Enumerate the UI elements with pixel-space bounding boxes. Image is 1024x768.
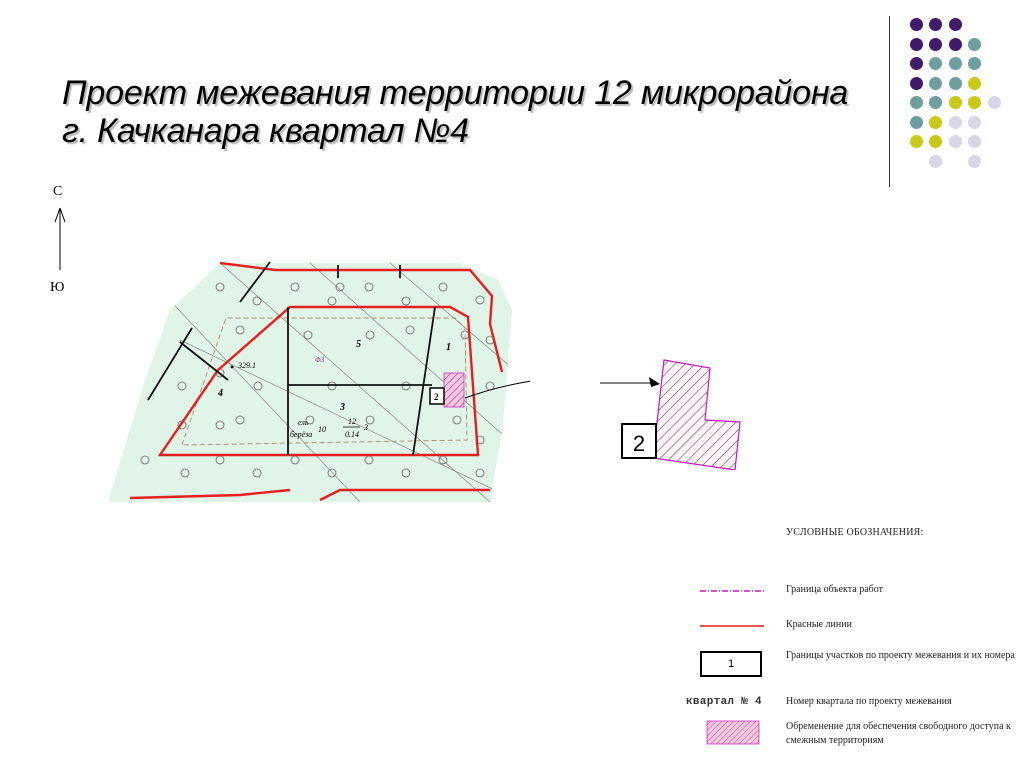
- decorative-dot: [929, 77, 942, 90]
- compass-north-label: С: [53, 184, 63, 199]
- lot-2-detail-number: 2: [632, 431, 646, 456]
- decorative-divider: [889, 16, 890, 187]
- decorative-dot-grid: [900, 10, 1024, 170]
- hatched-area-icon: [706, 720, 766, 746]
- decorative-dot: [968, 57, 981, 70]
- boundary-text-label: ФЗ: [315, 356, 325, 364]
- elevation-point: [231, 366, 234, 369]
- title-line-2: г. Качканара квартал №4: [62, 112, 469, 150]
- decorative-dot: [949, 18, 962, 31]
- decorative-dot: [949, 96, 962, 109]
- decorative-dot: [949, 57, 962, 70]
- lot-3-label: 3: [340, 402, 345, 413]
- access-encumbrance-zone: [444, 373, 464, 407]
- legend-text-encumbrance: Обременение для обеспечения свободного доступа к смежным территориям: [786, 721, 1011, 746]
- title-line-1: Проект межевания территории 12 микрорайона: [62, 74, 849, 112]
- compass: [44, 184, 84, 304]
- legend-text-red-lines: Красные линии: [786, 619, 852, 630]
- decorative-dot: [968, 135, 981, 148]
- decorative-dot: [910, 18, 923, 31]
- decorative-dot: [910, 96, 923, 109]
- lot-2-encumbrance-shape: [653, 360, 740, 470]
- tree-stats-top: 12: [348, 417, 356, 426]
- decorative-dot: [910, 135, 923, 148]
- decorative-dot: [929, 96, 942, 109]
- decorative-dot: [968, 38, 981, 51]
- tree-label-birch: берёза: [290, 430, 313, 439]
- decorative-dot: [929, 135, 942, 148]
- decorative-dot: [949, 116, 962, 129]
- decorative-dot: [929, 38, 942, 51]
- decorative-dot: [949, 38, 962, 51]
- decorative-dot: [929, 18, 942, 31]
- legend-text-work-boundary: Граница объекта работ: [786, 584, 883, 595]
- numbered-box-icon: 1: [700, 651, 762, 677]
- red-line-icon: [698, 620, 778, 632]
- decorative-dot: [968, 116, 981, 129]
- kvartal-label-symbol: квартал № 4: [686, 696, 762, 708]
- legend-text-lot-boundaries: Границы участков по проекту межевания и их номера: [786, 650, 1015, 661]
- decorative-dot: [949, 77, 962, 90]
- decorative-dot: [929, 155, 942, 168]
- lot-5-label: 5: [356, 339, 361, 350]
- lot-4-label: 4: [218, 388, 223, 399]
- tree-stats-bottom: 0.14: [345, 430, 359, 439]
- lot-2-detail-view: [600, 340, 750, 470]
- decorative-dot: [929, 116, 942, 129]
- callout-arrowhead-icon: [649, 377, 660, 387]
- decorative-dot: [910, 38, 923, 51]
- cadastral-map: [100, 250, 530, 505]
- decorative-dot: [968, 77, 981, 90]
- tree-label-spruce: ель: [298, 418, 309, 427]
- decorative-dot: [910, 57, 923, 70]
- legend-text-kvartal-number: Номер квартала по проекту межевания: [786, 696, 952, 707]
- decorative-dot: [910, 116, 923, 129]
- lot-1-label: 1: [446, 342, 451, 353]
- decorative-dot: [968, 96, 981, 109]
- compass-south-label: Ю: [50, 280, 65, 295]
- decorative-dot: [988, 96, 1001, 109]
- dash-dot-line-icon: [698, 585, 778, 597]
- map-legend: [680, 520, 1024, 768]
- slide-title: [62, 74, 848, 150]
- decorative-dot: [968, 155, 981, 168]
- elevation-label: 329.1: [238, 361, 256, 370]
- lot-2-label: 2: [434, 392, 439, 402]
- decorative-dot: [949, 135, 962, 148]
- decorative-dot: [910, 77, 923, 90]
- tree-count-left: 10: [318, 425, 326, 434]
- decorative-dot: [929, 57, 942, 70]
- legend-title: УСЛОВНЫЕ ОБОЗНАЧЕНИЯ:: [786, 527, 924, 538]
- tree-count-right: 3: [364, 423, 368, 432]
